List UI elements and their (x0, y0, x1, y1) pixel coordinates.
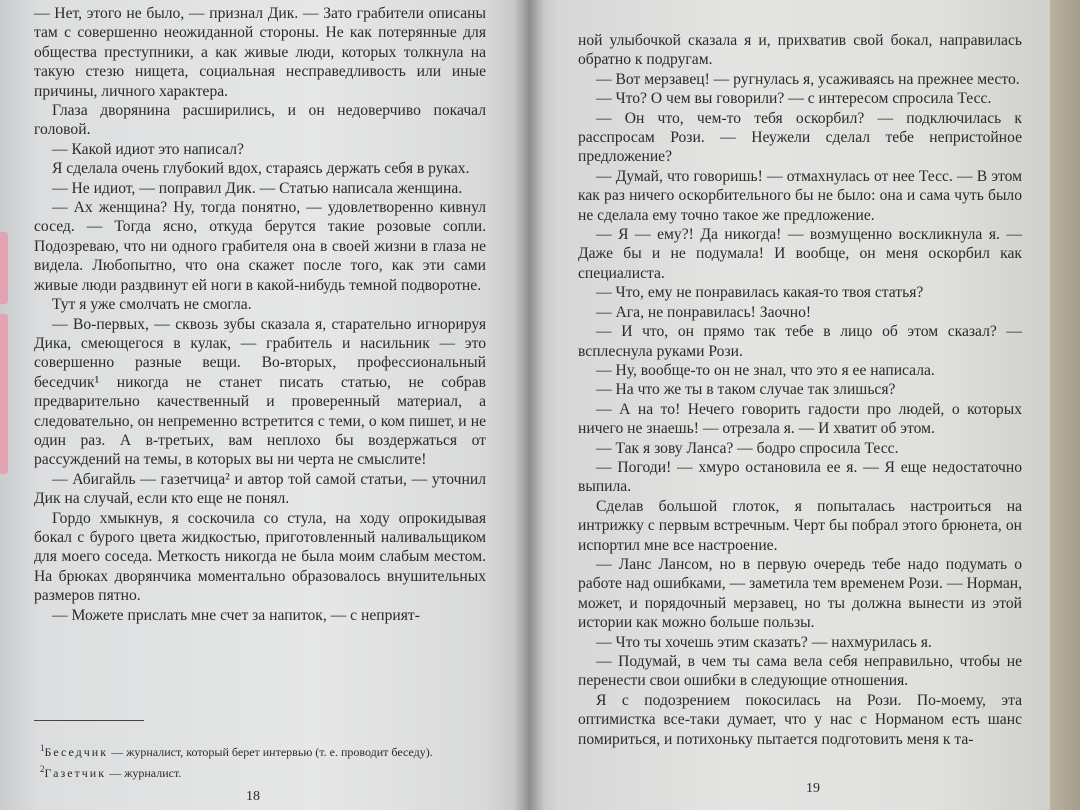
paragraph: — Ах женщина? Ну, тогда понятно, — удовлетворенно кивнул сосед. — Тогда ясно, откуда берутся такие розовые сопли. Подозреваю, что ни одного грабителя она в своей жизни в глаза не видела. Любопытно, что она скажет после того, как эти сами живые люди раздвинут ей ноги в какой-нибудь темной подворотне. (34, 199, 486, 294)
paragraph: Сделав большой глоток, я попыталась настроиться на интрижку с первым встречным. Черт бы побрал этого брюнета, он испортил мне все настроение. (578, 497, 1022, 554)
paragraph: — На что же ты в таком случае так злишься? (596, 381, 896, 399)
left-page-text (34, 4, 486, 625)
paragraph: — Не идиот, — поправил Дик. — Статью написала женщина. (52, 179, 463, 197)
paragraph: — Нет, этого не было, — признал Дик. — Зато грабители описаны там с совершенно неожиданной стороны. Не как потерянные для общества преступники, а как живые люди, которых толкнула на такую стезю нищета, социальная несправедливость или иные причины, личного характера. (34, 5, 486, 100)
page-number-left: 18 (246, 789, 260, 804)
paragraph: — Какой идиот это написал? (52, 140, 244, 158)
paragraph: — Можете прислать мне счет за напиток, — с неприят- (52, 606, 420, 624)
footnote (40, 740, 480, 761)
paragraph: — Ага, не понравилась! Заочно! (596, 303, 812, 321)
book-gutter-shadow (514, 0, 544, 810)
paragraph: Тут я уже смолчать не смогла. (52, 296, 252, 314)
paragraph: — И что, он прямо так тебе в лицо об этом сказал? — всплеснула руками Рози. (578, 323, 1022, 360)
footnote-number: 1 (40, 743, 45, 753)
paragraph: — Думай, что говоришь! — отмахнулась от нее Тесс. — В этом как раз ничего оскорбительного бы не было: она и сама чуть было не сделала ему точно такое же предложение. (578, 167, 1022, 224)
pink-bookmark-tab (0, 232, 8, 304)
paragraph: Я с подозрением покосилась на Рози. По-моему, эта оптимистка все-таки думает, что у нас с Норманом есть шанс помириться, и потихоньку пытается подготовить меня к та- (578, 691, 1022, 748)
footnote (40, 761, 480, 782)
page-number-right: 19 (806, 781, 820, 796)
paragraph: Я сделала очень глубокий вдох, стараясь держать себя в руках. (52, 160, 470, 178)
paragraph: — А на то! Нечего говорить гадости про людей, о которых ничего не знаешь! — отрезала я. — И хватит об этом. (578, 400, 1022, 438)
footnote-text: — журналист. (106, 766, 182, 780)
paragraph: — Так я зову Ланса? — бодро спросила Тесс. (596, 439, 899, 457)
paragraph: — Что ты хочешь этим сказать? — нахмурилась я. (596, 633, 932, 651)
paragraph: Глаза дворянина расширились, и он недоверчиво покачал головой. (34, 102, 486, 139)
right-page (528, 0, 1050, 810)
footnote-text: — журналист, который берет интервью (т. е. проводит беседу). (108, 745, 433, 759)
paragraph: Гордо хмыкнув, я соскочила со стула, на ходу опрокидывая бокал с бурого цвета жидкостью, приготовленный наливальщиком для моего соседа. Меткость никогда не была моим слабым местом. На брюках дворянчика моментально образовалось внушительных размеров пятно. (34, 509, 486, 605)
footnote-number: 2 (40, 764, 45, 774)
paragraph: — Он что, чем-то тебя оскорбил? — подключилась к расспросам Рози. — Неужели сделал тебе непристойное предложение? (578, 109, 1022, 166)
footnote-term: Беседчик (44, 745, 109, 759)
footnote-term: Газетчик (44, 766, 107, 780)
paragraph: — Погоди! — хмуро остановила ее я. — Я еще недостаточно выпила. (578, 458, 1022, 496)
paragraph: — Что, ему не понравилась какая-то твоя статья? (596, 284, 924, 302)
paragraph: — Ланс Лансом, но в первую очередь тебе надо подумать о работе над ошибками, — заметила тем временем Рози. — Норман, может, и порядочный мерзавец, но ты должна вынести из этой истории как можно больше пользы. (578, 555, 1022, 632)
paragraph: — Вот мерзавец! — ругнулась я, усаживаясь на прежнее место. (596, 70, 1020, 88)
paragraph: — Что? О чем вы говорили? — с интересом спросила Тесс. (596, 90, 992, 108)
footnotes (40, 740, 480, 782)
paragraph: ной улыбочкой сказала я и, прихватив свой бокал, направилась обратно к подругам. (578, 32, 1022, 69)
paragraph: — Абигайль — газетчица² и автор той самой статьи, — уточнил Дик на случай, если кто еще не понял. (34, 470, 486, 508)
paragraph: — Во-первых, — сквозь зубы сказала я, старательно игнорируя Дика, смеющегося в кулак, — грабитель и насильник — это совершенно разные вещи. Во-вторых, профессиональный беседчик¹ никогда не станет писать статью, не собрав предварительно качественный и проверенный материал, а следовательно, он непременно встретится с теми, о ком пишет, и не один раз. А в-третьих, вам неплохо бы воздержаться от рассуждений на темы, в которых вы ни черта не смыслите! (34, 315, 486, 469)
pink-bookmark-tab (0, 314, 8, 474)
paragraph: — Подумай, в чем ты сама вела себя неправильно, чтобы не перенести свои ошибки в следующие отношения. (578, 653, 1022, 690)
right-page-text (578, 31, 1022, 749)
footnote-rule (34, 720, 144, 721)
paragraph: — Ну, вообще-то он не знал, что это я ее написала. (596, 361, 935, 379)
left-page (0, 0, 528, 810)
paragraph: — Я — ему?! Да никогда! — возмущенно воскликнула я. — Даже бы и не подумала! И вообще, он меня оскорбил как специалиста. (578, 226, 1022, 282)
table-edge (1050, 0, 1080, 810)
